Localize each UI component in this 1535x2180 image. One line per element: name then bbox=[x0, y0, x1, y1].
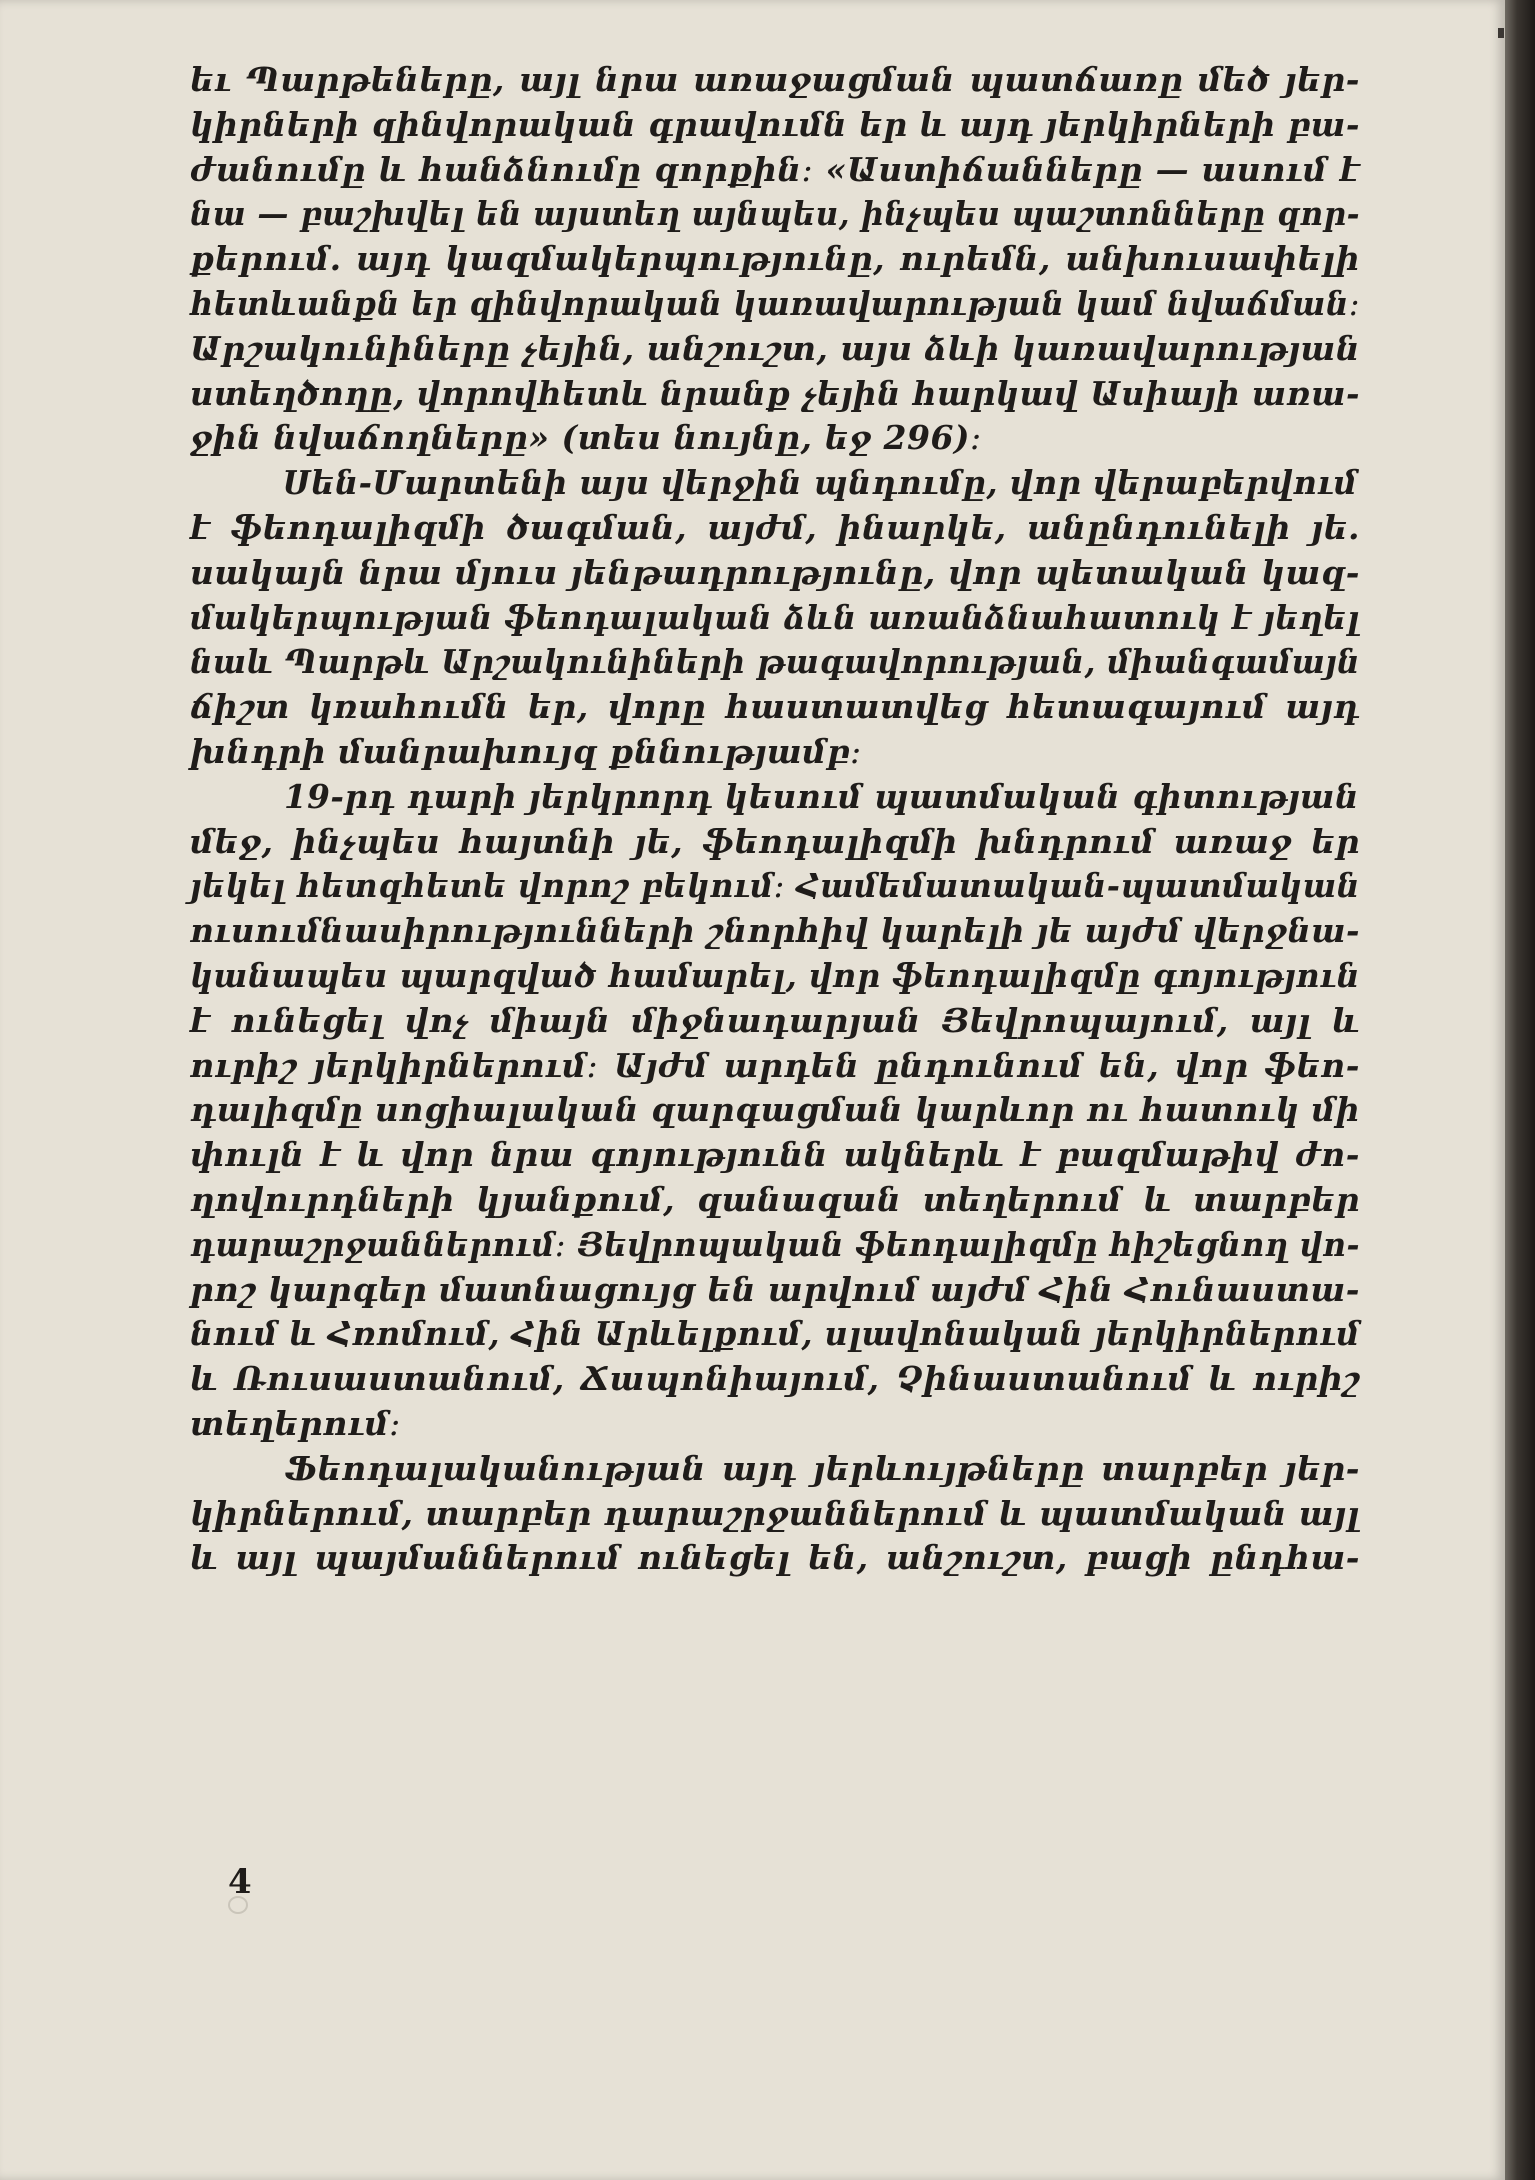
text-line: նում և Հռոմում, Հին Արևելքում, սլավոնական յերկիրներում bbox=[190, 1314, 1360, 1354]
text-line: է ֆեոդալիզմի ծագման, այժմ, ինարկե, անընդունելի յե. bbox=[190, 507, 1360, 547]
text-line: ուրիշ յերկիրներում։ Այժմ արդեն ընդունում են, վոր ֆեո- bbox=[190, 1045, 1360, 1085]
text-line: Ֆեոդալականության այդ յերևույթները տարբեր յեր- bbox=[285, 1448, 1360, 1488]
text-line: կանապես պարզված համարել, վոր ֆեոդալիզմը գոյություն bbox=[190, 955, 1360, 995]
text-line: հետևանքն եր զինվորական կառավարության կամ նվաճման։ bbox=[190, 283, 1360, 323]
text-line: Սեն-Մարտենի այս վերջին պնդումը, վոր վերաբերվում bbox=[282, 463, 1358, 503]
text-line: սակայն նրա մյուս յենթադրությունը, վոր պետական կազ- bbox=[190, 552, 1360, 592]
text-line: մեջ, ինչպես հայտնի յե, ֆեոդալիզմի խնդրում առաջ եր bbox=[190, 821, 1360, 861]
text-line: նաև Պարթև Արշակունիների թագավորության, միանգամայն bbox=[190, 642, 1360, 682]
text-line: և Ռուսաստանում, Ճապոնիայում, Չինաստանում և ուրիշ bbox=[190, 1359, 1360, 1399]
text-line: Արշակունիները չեյին, անշուշտ, այս ձևի կառավարության bbox=[190, 328, 1360, 368]
text-line: 19-րդ դարի յերկրորդ կեսում պատմական գիտության bbox=[283, 776, 1359, 816]
text-line: ստեղծողը, վորովհետև նրանք չեյին հարկավ Ասիայի առա- bbox=[190, 373, 1360, 413]
text-line: ժանումը և հանձնումը զորքին։ «Աստիճանները — ասում է bbox=[190, 149, 1360, 189]
text-line: եւ Պարթեները, այլ նրա առաջացման պատճառը մեծ յեր- bbox=[190, 60, 1360, 99]
text-line: տեղերում։ bbox=[190, 1403, 401, 1443]
text-line: կիրներում, տարբեր դարաշրջաններում և պատմական այլ bbox=[190, 1493, 1360, 1533]
text-line: ղովուրդների կյանքում, զանազան տեղերում և տարբեր bbox=[190, 1179, 1360, 1219]
text-line: յեկել հետզհետե վորոշ բեկում։ Համեմատական-պատմական bbox=[190, 866, 1360, 906]
text-line: նա — բաշխվել են այստեղ այնպես, ինչպես պաշտոնները զոր- bbox=[190, 194, 1360, 234]
text-line: կիրների զինվորական գրավումն եր և այդ յերկիրների բա- bbox=[190, 104, 1360, 144]
text-line: մակերպության ֆեոդալական ձևն առանձնահատուկ է յեղել bbox=[190, 597, 1360, 637]
body-text bbox=[190, 58, 1360, 1581]
text-line: ուսումնասիրությունների շնորհիվ կարելի յե այժմ վերջնա- bbox=[190, 911, 1360, 951]
text-line: ջին նվաճողները» (տես նույնը, եջ 296)։ bbox=[190, 418, 982, 458]
text-line: և այլ պայմաններում ունեցել են, անշուշտ, բացի ընդհա- bbox=[190, 1538, 1360, 1578]
text-line: դալիզմը սոցիալական զարգացման կարևոր ու հատուկ մի bbox=[190, 1090, 1360, 1130]
text-line: է ունեցել վոչ միայն միջնադարյան Յեվրոպայում, այլ և bbox=[190, 1000, 1360, 1040]
book-spine-shadow bbox=[1505, 0, 1535, 2180]
page-corner-mark bbox=[1498, 28, 1504, 38]
text-line: քերում. այդ կազմակերպությունը, ուրեմն, անխուսափելի bbox=[190, 239, 1360, 279]
text-line: ճիշտ կռահումն եր, վորը հաստատվեց հետագայում այդ bbox=[190, 687, 1360, 727]
text-line: փուլն է և վոր նրա գոյությունն ակներև է բազմաթիվ ժո- bbox=[190, 1135, 1360, 1175]
text-line: րոշ կարգեր մատնացույց են արվում այժմ Հին Հունաստա- bbox=[190, 1269, 1360, 1309]
text-line: դարաշրջաններում։ Յեվրոպական ֆեոդալիզմը հիշեցնող վո- bbox=[190, 1224, 1360, 1264]
page-number: 4 bbox=[228, 1862, 252, 1902]
bleed-through-mark bbox=[228, 1896, 248, 1914]
text-line: խնդրի մանրախույզ քննությամբ։ bbox=[190, 731, 862, 771]
